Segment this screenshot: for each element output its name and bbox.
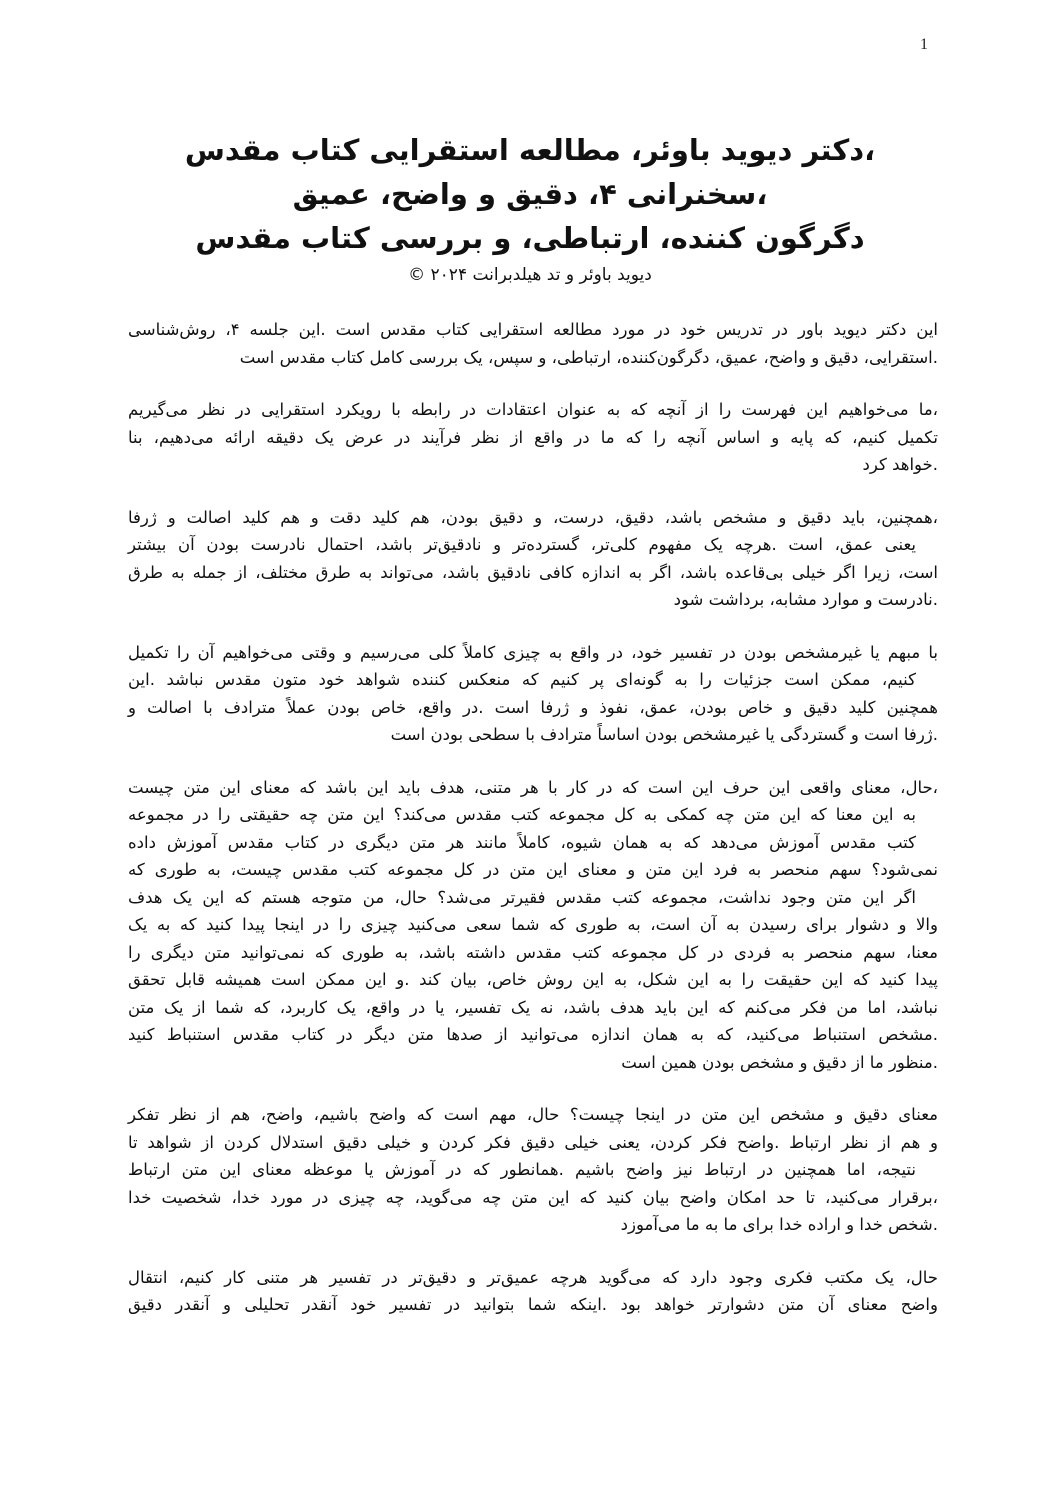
text-line: پیدا کنید که این حقیقت را به این شکل، به این روش خاص، بیان کند .و این ممکن است همیشه قابل تحقق xyxy=(128,970,938,989)
text-line: ،برقرار می‌کنید، تا حد امکان واضح بیان کنید که این متن چه می‌گوید، چه چیزی در مورد خدا، شخصیت خدا xyxy=(128,1187,938,1207)
text-line: معنا، سهم منحصر به فردی در کل مجموعه کتب مقدس داشته باشد، به طوری که نمی‌توانید متن دیگری را xyxy=(128,942,938,962)
text-line: .استقرایی، دقیق و واضح، عمیق، دگرگون‌کننده، ارتباطی، و سپس، یک بررسی کامل کتاب مقدس است xyxy=(239,347,938,367)
text-line: همچنین کلید دقیق و خاص بودن، عمق، نفوذ و ژرفا است .در واقع، خاص بودن عملاً مترادف با اصالت و xyxy=(128,697,938,717)
text-line: ،ما می‌خواهیم این فهرست را از آنچه که به عنوان اعتقادات در رابطه با رویکرد استقرایی در نظر می‌گیریم xyxy=(128,400,938,419)
document-title xyxy=(120,128,940,290)
paragraph-4 xyxy=(128,639,938,749)
title-line: ،سخنرانی ۴، دقیق و واضح، عمیق xyxy=(292,177,768,211)
text-line: و هم از نظر ارتباط .واضح فکر کردن، یعنی خیلی دقیق فکر کردن و خیلی دقیق استدلال کردن از شواهد تا xyxy=(128,1132,938,1152)
text-line: .مشخص استنباط می‌کنید، که به همان اندازه می‌توانید از صدها متن دیگر در کتاب مقدس استنباط کنید xyxy=(128,1025,938,1044)
paragraph-1 xyxy=(128,316,938,371)
text-line: والا و دشوار برای رسیدن به آن است، به طوری که شما سعی می‌کنید چیزی را در اینجا پیدا کنید که به یک xyxy=(128,915,938,934)
text-line: تکمیل کنیم، که پایه و اساس آنچه را که ما در واقع از نظر فرآیند در عرض یک دقیقه ارائه می‌دهیم، بنا xyxy=(128,427,938,447)
text-line: کنیم، ممکن است جزئیات را به گونه‌ای پر کنیم که منعکس کننده شواهد خود متون مقدس نباشد .این xyxy=(128,670,916,689)
paragraph-6 xyxy=(128,1101,938,1239)
text-line: .شخص خدا و اراده خدا برای ما به ما می‌آموزد xyxy=(620,1215,938,1234)
paragraph-3 xyxy=(128,504,938,614)
text-line: به این معنا که این متن چه کمکی به کل مجموعه کتب مقدس می‌کند؟ این متن چه حقیقتی را در مجموعه xyxy=(128,805,916,824)
text-line: ،همچنین، باید دقیق و مشخص باشد، دقیق، درست، و دقیق بودن، هم کلید دقت و هم کلید اصالت و ژرفا xyxy=(128,507,938,527)
text-line: معنای دقیق و مشخص این متن در اینجا چیست؟ حال، مهم است که واضح باشیم، واضح، هم از نظر تفکر xyxy=(128,1105,938,1124)
text-line: .نادرست و موارد مشابه، برداشت شود xyxy=(673,590,938,609)
text-line: .ژرفا است و گستردگی یا غیرمشخص بودن اساساً مترادف با سطحی بودن است xyxy=(390,725,938,744)
paragraph-2 xyxy=(128,396,938,479)
document-body xyxy=(128,316,938,1344)
text-line: حال، یک مکتب فکری وجود دارد که می‌گوید هرچه عمیق‌تر و دقیق‌تر در تفسیر هر متنی کار کنیم، انتقال xyxy=(128,1267,938,1287)
paragraph-7 xyxy=(128,1264,938,1319)
page-number: 1 xyxy=(920,36,928,53)
text-line: نتیجه، اما همچنین در ارتباط نیز واضح باشیم .همانطور که در آموزش یا موعظه معنای این متن ارتباط xyxy=(128,1160,916,1179)
paragraph-5 xyxy=(128,774,938,1077)
text-line: نمی‌شود؟ سهم منحصر به فرد این متن و معنای این متن در کل مجموعه کتب مقدس چیست، به طوری که xyxy=(128,860,938,879)
text-line: .منظور ما از دقیق و مشخص بودن همین است xyxy=(621,1052,938,1072)
text-line: با مبهم یا غیرمشخص بودن در تفسیر خود، در واقع به چیزی کاملاً کلی می‌رسیم و وقتی می‌خواهیم آن را تکمیل xyxy=(128,642,938,662)
text-line: .خواهد کرد xyxy=(862,455,938,474)
text-line: ،حال، معنای واقعی این حرف این است که در کار با هر متنی، هدف باید این باشد که معنای این متن چیست xyxy=(128,777,938,797)
text-line: کتب مقدس آموزش می‌دهد که به همان شیوه، کاملاً مانند هر متن دیگری در کتاب مقدس آموزش داده xyxy=(128,832,916,852)
text-line: یعنی عمق، است .هرچه یک مفهوم کلی‌تر، گسترده‌تر و نادقیق‌تر باشد، احتمال نادرست بودن آن بیشتر xyxy=(128,535,916,554)
title-line: دگرگون کننده، ارتباطی، و بررسی کتاب مقدس xyxy=(195,221,865,255)
text-line: اگر این متن وجود نداشت، مجموعه کتب مقدس فقیرتر می‌شد؟ حال، من متوجه هستم که این یک هدف xyxy=(128,887,916,907)
title-line: ،دکتر دیوید باوئر، مطالعه استقرایی کتاب مقدس xyxy=(184,133,876,167)
text-line: این دکتر دیوید باور در تدریس خود در مورد مطالعه استقرایی کتاب مقدس است .این جلسه ۴، روش‌شناسی xyxy=(128,320,938,339)
copyright-line: دیوید باوئر و تد هیلدبرانت ۲۰۲۴ © xyxy=(408,265,652,285)
text-line: نباشد، اما من فکر می‌کنم که این باید هدف باشد، نه یک تفسیر، یا در واقع، یک کاربرد، که شما از یک متن xyxy=(128,997,938,1017)
text-line: است، زیرا اگر خیلی بی‌قاعده باشد، اگر به اندازه کافی نادقیق باشد، می‌تواند به طرق مختلف، از جمله به طرق xyxy=(128,562,938,582)
text-line: واضح معنای آن متن دشوارتر خواهد بود .اینکه شما بتوانید در تفسیر خود آنقدر تحلیلی و آنقدر دقیق xyxy=(128,1295,938,1314)
